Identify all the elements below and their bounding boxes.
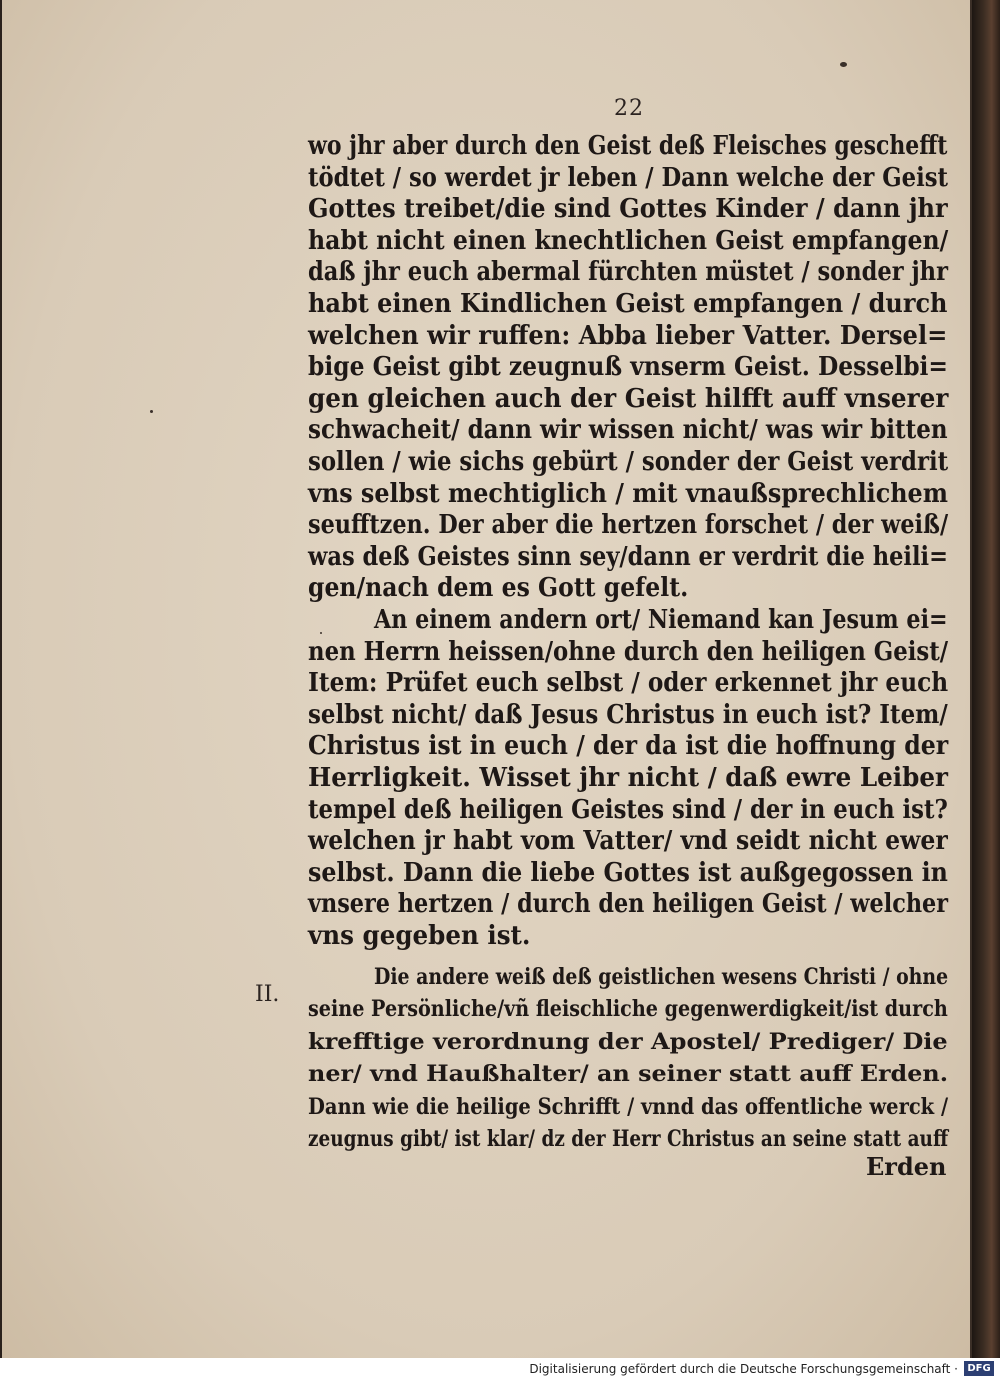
text-line: Die andere weiß deß geistlichen wesens Christi / ohne <box>374 964 949 990</box>
text-line: selbst nicht/ daß Jesus Christus in euch ist? Item/ <box>308 699 948 730</box>
text-line: sollen / wie sichs gebürt / sonder der Geist verdrit <box>308 447 949 477</box>
text-line: Gottes treibet/die sind Gottes Kinder / dann jhr <box>308 194 948 225</box>
text-line: habt einen Kindlichen Geist empfangen / durch <box>308 289 948 319</box>
paper-page <box>2 0 973 1358</box>
text-line: Herrligkeit. Wisset jhr nicht / daß ewre Leiber <box>308 763 949 793</box>
text-line: habt nicht einen knechtlichen Geist empfangen/ <box>308 225 949 256</box>
margin-section-number: II. <box>255 982 280 1007</box>
text-line: was deß Geistes sinn sey/dann er verdrit die heili= <box>308 541 948 572</box>
text-line: wo jhr aber durch den Geist deß Fleisches geschefft <box>308 131 948 161</box>
text-line: krefftige verordnung der Apostel/ Prediger/ Die <box>308 1028 948 1055</box>
page-number: 22 <box>614 96 644 121</box>
ink-speck <box>320 632 322 634</box>
text-line: gen/nach dem es Gott gefelt. <box>308 573 689 604</box>
text-line: seine Persönliche/vñ fleischliche gegenwerdigkeit/ist durch <box>308 996 948 1023</box>
dfg-logo: DFG <box>964 1361 994 1376</box>
ink-speck <box>840 62 847 67</box>
text-line: Item: Prüfet euch selbst / oder erkennet jhr euch <box>308 668 949 699</box>
text-line: Christus ist in euch / der da ist die hoffnung der <box>308 731 949 762</box>
text-line: vns selbst mechtiglich / mit vnaußsprechlichem <box>308 478 948 509</box>
text-line: daß jhr euch abermal fürchten müstet / sonder jhr <box>308 257 948 288</box>
text-line: bige Geist gibt zeugnuß vnserm Geist. Desselbi= <box>308 352 949 383</box>
text-line: schwacheit/ dann wir wissen nicht/ was wir bitten <box>308 415 948 446</box>
text-line: seufftzen. Der aber die hertzen forschet / der weiß/ <box>308 510 949 541</box>
text-line: selbst. Dann die liebe Gottes ist außgegossen in <box>308 857 948 888</box>
text-line: An einem andern ort/ Niemand kan Jesum ei= <box>374 605 948 635</box>
text-line: Dann wie die heilige Schrifft / vnnd das offentliche werck / <box>308 1093 949 1120</box>
text-line: tödtet / so werdet jr leben / Dann welche der Geist <box>308 162 948 193</box>
text-line: vnsere hertzen / durch den heiligen Geist / welcher <box>308 889 949 920</box>
text-line: welchen wir ruffen: Abba lieber Vatter. Dersel= <box>308 320 948 351</box>
ink-speck <box>150 410 153 413</box>
text-line: vns gegeben ist. <box>308 921 531 951</box>
text-line: welchen jr habt vom Vatter/ vnd seidt nicht ewer <box>308 826 948 857</box>
text-line: gen gleichen auch der Geist hilfft auff vnserer <box>308 383 949 414</box>
footer-bar <box>0 1358 1000 1381</box>
text-line: ner/ vnd Haußhalter/ an seiner statt auff Erden. <box>308 1061 949 1088</box>
text-line: tempel deß heiligen Geistes sind / der in euch ist? <box>308 794 948 825</box>
book-edge <box>972 0 1000 1358</box>
text-line: zeugnus gibt/ ist klar/ dz der Herr Christus an seine statt auff <box>308 1126 949 1152</box>
text-line: nen Herrn heissen/ohne durch den heiligen Geist/ <box>308 636 949 667</box>
catchword: Erden <box>866 1152 947 1181</box>
footer-credit: Digitalisierung gefördert durch die Deutsche Forschungsgemeinschaft · <box>529 1362 958 1376</box>
